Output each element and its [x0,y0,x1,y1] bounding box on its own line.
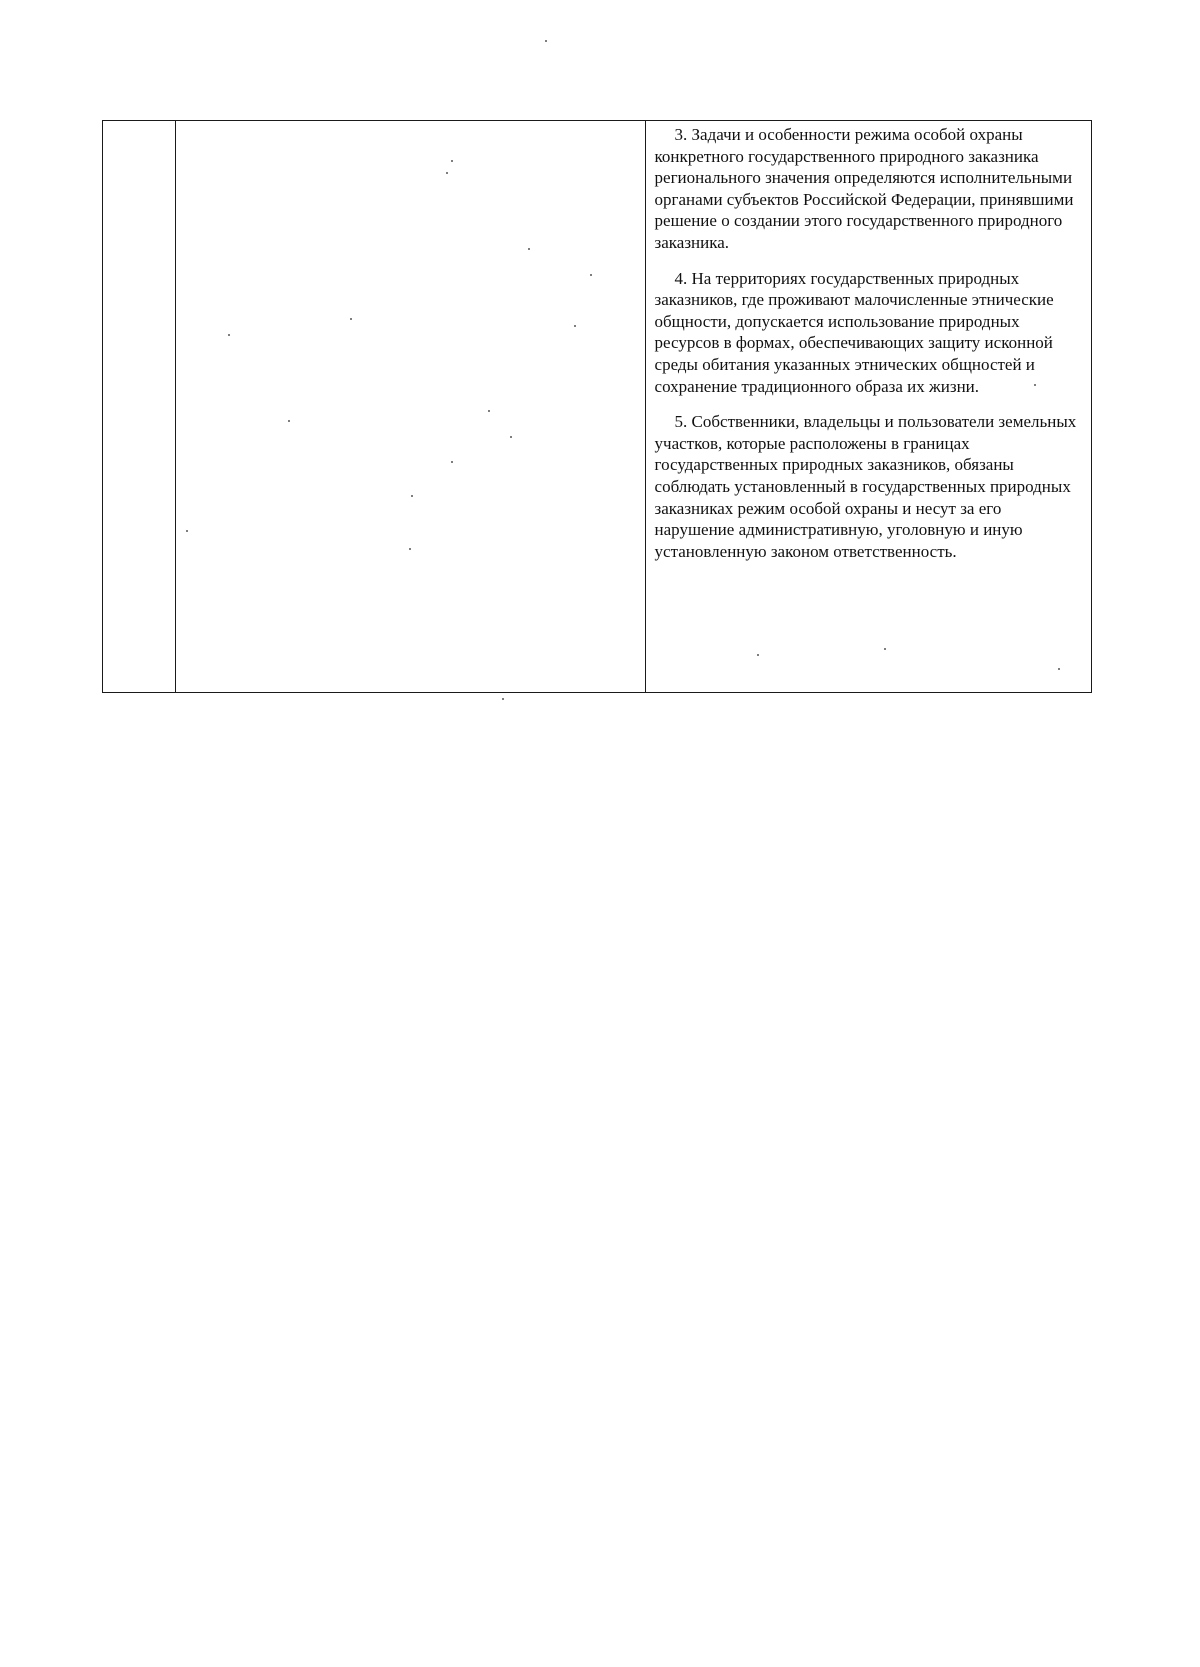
table-row [103,121,1092,693]
paragraph-4: 4. На территориях государственных природных заказников, где проживают малочисленные этнические общности, допускается использование природных ресурсов в формах, обеспечивающих защиту исконной среды обитания указанных этнических общностей и сохранение традиционного образа их жизни. [654,268,1054,396]
scan-speck [228,334,230,336]
paragraph-5: 5. Собственники, владельцы и пользователи земельных участков, которые расположены в границах государственных природных заказников, обязаны соблюдать установленный в государственных природных заказниках режим особой охраны и несут за его нарушение административную, уголовную и иную установленную законом ответственность. [654,412,1077,561]
scan-speck [545,40,547,42]
scan-speck [409,548,411,550]
scan-speck [1034,384,1036,386]
scan-speck [451,160,453,162]
text-cell [645,121,1091,693]
number-cell [103,121,176,693]
scan-speck [884,648,886,650]
text-cell-content [646,121,1091,562]
scan-speck [186,530,188,532]
scan-speck [446,172,448,174]
scan-speck [528,248,530,250]
scan-speck [510,436,512,438]
scan-speck [451,461,453,463]
scan-speck [757,654,759,656]
paragraph-3: 3. Задачи и особенности режима особой охраны конкретного государственного природного заказника регионального значения определяются исполнительными органами субъектов Российской Федерации, принявшими решение о создании этого государственного природного заказника. [654,125,1074,252]
scan-speck [574,325,576,327]
scan-speck [288,420,290,422]
name-cell [176,121,645,693]
scan-speck [502,698,504,700]
scan-speck [411,495,413,497]
scan-speck [590,274,592,276]
scan-speck [488,410,490,412]
regulation-table [102,120,1092,693]
scan-speck [350,318,352,320]
scan-speck [1058,668,1060,670]
